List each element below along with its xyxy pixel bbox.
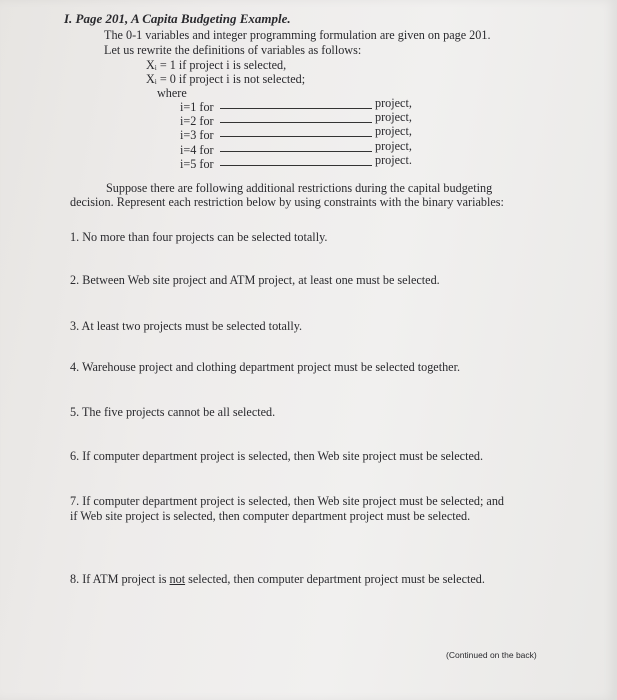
continued-note: (Continued on the back) [446,650,537,660]
instructions-line-2: decision. Represent each restriction below by using constraints with the binary variables: [70,195,504,209]
instructions-line-1: Suppose there are following additional restrictions during the capital budgeting [106,181,493,195]
where-label: where [157,86,187,100]
question-1: 1. No more than four projects can be selected totally. [70,230,328,244]
project-row-label: i=1 for [180,100,214,114]
answer-blank [220,151,372,152]
question-8-emphasis-not: not [169,572,186,586]
answer-blank [220,122,372,123]
answer-blank [220,108,372,109]
definition-not-selected: Xᵢ = 0 if project i is not selected; [146,72,306,86]
question-2: 2. Between Web site project and ATM project, at least one must be selected. [70,273,440,287]
project-row-label: i=5 for [180,157,214,171]
project-row-suffix: project, [375,110,412,124]
definition-selected: Xᵢ = 1 if project i is selected, [146,58,287,72]
question-4: 4. Warehouse project and clothing department project must be selected together. [70,360,461,374]
project-row-label: i=2 for [180,114,214,128]
project-row-label: i=4 for [180,143,214,157]
question-3: 3. At least two projects must be selected totally. [70,319,303,333]
answer-blank [220,165,372,166]
question-6: 6. If computer department project is selected, then Web site project must be selected. [70,449,484,463]
project-row-suffix: project, [375,96,412,110]
question-8-part-1: 8. If ATM project is [70,572,170,586]
question-8-part-2: selected, then computer department project must be selected. [185,572,485,586]
intro-line-2: Let us rewrite the definitions of variables as follows: [104,43,362,57]
question-7-line-1: 7. If computer department project is selected, then Web site project must be selected; and [70,494,505,508]
question-7-line-2: if Web site project is selected, then computer department project must be selected. [70,509,471,523]
page-title: I. Page 201, A Capita Budgeting Example. [64,11,291,26]
intro-line-1: The 0-1 variables and integer programming formulation are given on page 201. [104,28,491,42]
answer-blank [220,136,372,137]
project-row-label: i=3 for [180,128,214,142]
project-row-suffix: project. [375,153,412,167]
question-5: 5. The five projects cannot be all selected. [70,405,276,419]
project-row-suffix: project, [375,124,412,138]
question-8 [70,572,485,586]
project-row-suffix: project, [375,139,412,153]
